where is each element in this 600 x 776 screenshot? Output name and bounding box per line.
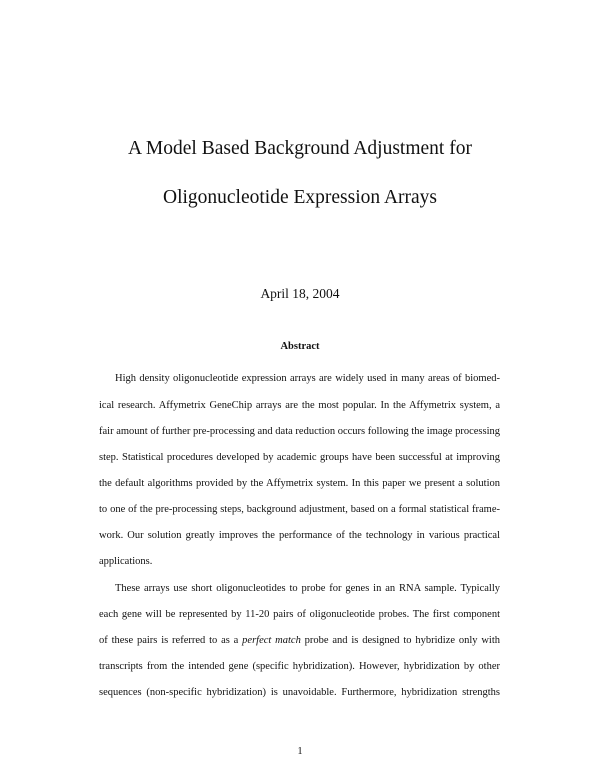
abstract-line: fair amount of further pre-processing and data reduction occurs following the image processing: [99, 426, 500, 437]
body-line: [99, 634, 500, 648]
paper-title-line-1: A Model Based Background Adjustment for: [128, 138, 472, 159]
abstract-line: applications.: [99, 556, 153, 567]
abstract-line: to one of the pre-processing steps, background adjustment, based on a formal statistical frame-: [99, 504, 500, 515]
body-line: These arrays use short oligonucleotides to probe for genes in an RNA sample. Typically: [115, 583, 500, 594]
abstract-line: work. Our solution greatly improves the performance of the technology in various practical: [99, 530, 500, 541]
abstract-line: High density oligonucleotide expression arrays are widely used in many areas of biomed-: [115, 373, 500, 384]
paper-date: April 18, 2004: [260, 286, 340, 301]
body-text-fragment: of these pairs is referred to as a: [99, 635, 243, 646]
page-number: 1: [297, 746, 303, 757]
abstract-line: the default algorithms provided by the Affymetrix system. In this paper we present a solution: [99, 478, 500, 489]
abstract-line: ical research. Affymetrix GeneChip arrays are the most popular. In the Affymetrix system, a: [99, 400, 500, 411]
body-text-fragment: probe and is designed to hybridize only with: [300, 635, 501, 646]
body-line: sequences (non-specific hybridization) is unavoidable. Furthermore, hybridization strengths: [99, 687, 500, 698]
abstract-line: step. Statistical procedures developed by academic groups have been successful at improving: [99, 452, 500, 463]
emphasized-term: perfect match: [242, 635, 301, 646]
paper-title-line-2: Oligonucleotide Expression Arrays: [162, 187, 438, 208]
body-line: transcripts from the intended gene (specific hybridization). However, hybridization by other: [99, 661, 500, 672]
abstract-heading: Abstract: [280, 341, 320, 352]
body-line: each gene will be represented by 11-20 pairs of oligonucleotide probes. The first component: [99, 609, 500, 620]
